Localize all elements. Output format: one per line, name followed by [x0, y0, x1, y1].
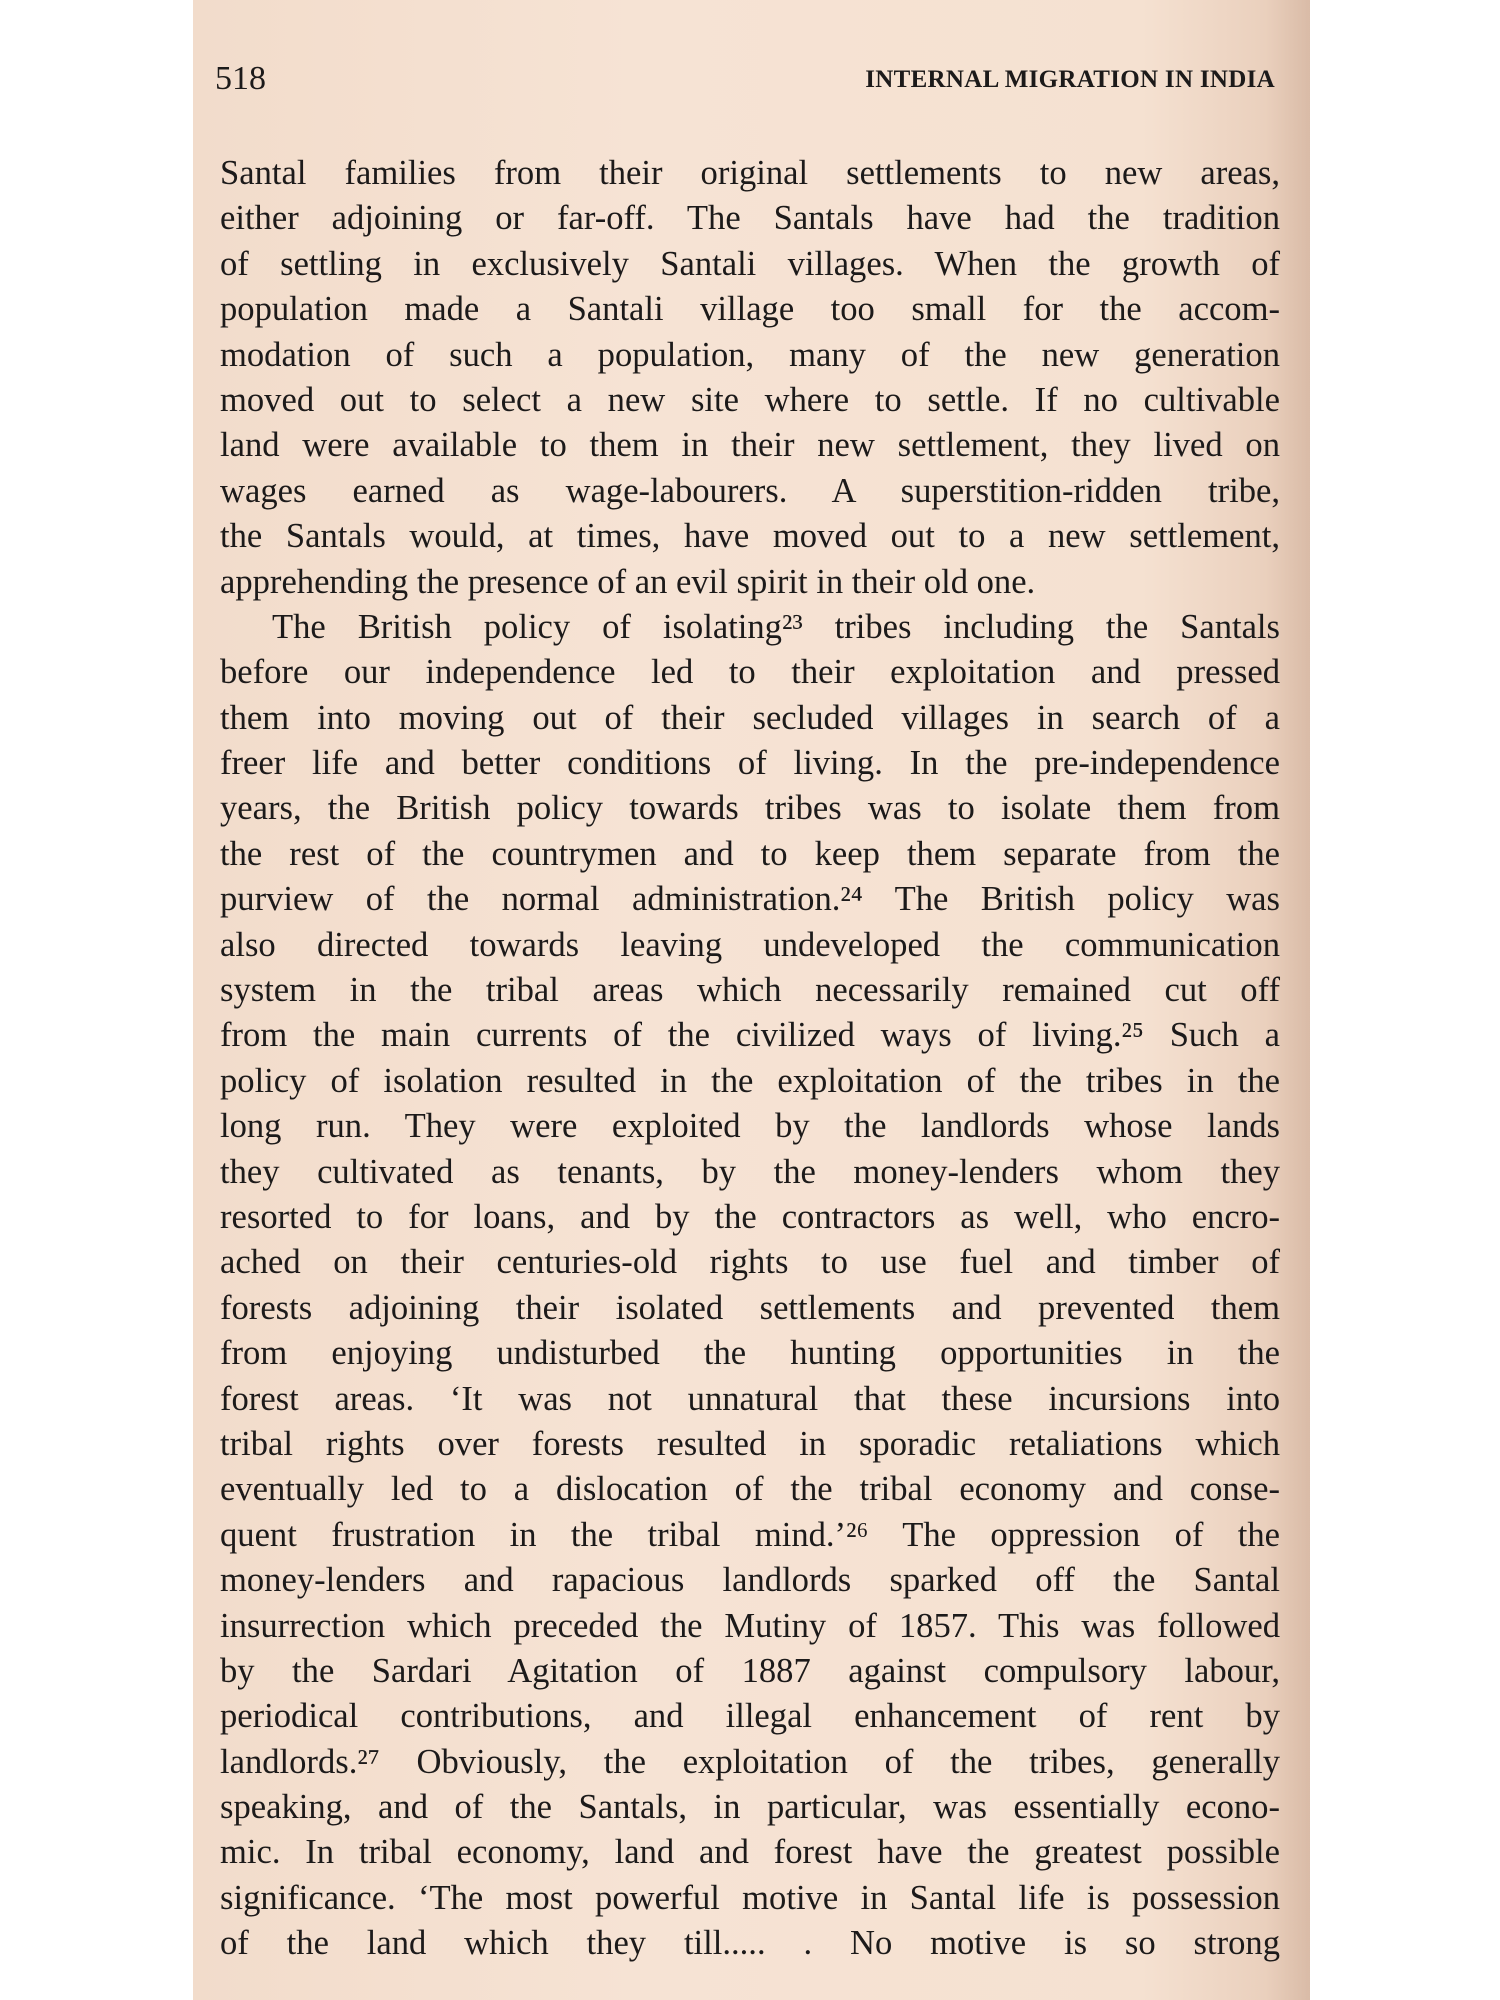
- book-page: [193, 0, 1310, 2000]
- text-line: speaking, and of the Santals, in particular, was essentially econo-: [220, 1788, 1280, 1827]
- text-line: resorted to for loans, and by the contractors as well, who encro-: [220, 1197, 1280, 1236]
- text-line: system in the tribal areas which necessarily remained cut off: [220, 971, 1280, 1010]
- text-line: before our independence led to their exploitation and pressed: [220, 653, 1280, 692]
- page-number: 518: [215, 60, 266, 97]
- text-line: the Santals would, at times, have moved out to a new settlement,: [220, 517, 1280, 556]
- text-line: population made a Santali village too small for the accom-: [220, 290, 1280, 329]
- text-line: long run. They were exploited by the landlords whose lands: [220, 1107, 1280, 1146]
- text-line: forests adjoining their isolated settlements and prevented them: [220, 1288, 1280, 1327]
- text-line: they cultivated as tenants, by the money-lenders whom they: [220, 1152, 1280, 1191]
- text-line: policy of isolation resulted in the exploitation of the tribes in the: [220, 1061, 1280, 1100]
- paragraph-start-line: The British policy of isolating²³ tribes including the Santals: [272, 607, 1280, 646]
- paragraph-end-line: apprehending the presence of an evil spirit in their old one.: [220, 562, 1036, 601]
- text-line: forest areas. ‘It was not unnatural that these incursions into: [220, 1379, 1280, 1418]
- text-line: money-lenders and rapacious landlords sparked off the Santal: [220, 1561, 1280, 1600]
- text-line: significance. ‘The most powerful motive in Santal life is possession: [220, 1878, 1280, 1917]
- text-line: them into moving out of their secluded villages in search of a: [220, 698, 1280, 737]
- text-line: periodical contributions, and illegal enhancement of rent by: [220, 1697, 1280, 1736]
- text-line: moved out to select a new site where to settle. If no cultivable: [220, 380, 1280, 419]
- text-line: insurrection which preceded the Mutiny of 1857. This was followed: [220, 1606, 1280, 1645]
- text-line: from enjoying undisturbed the hunting opportunities in the: [220, 1334, 1280, 1373]
- text-line: from the main currents of the civilized ways of living.²⁵ Such a: [220, 1016, 1280, 1055]
- text-line: mic. In tribal economy, land and forest have the greatest possible: [220, 1833, 1280, 1872]
- text-line: Santal families from their original settlements to new areas,: [220, 154, 1280, 192]
- text-line: ached on their centuries-old rights to use fuel and timber of: [220, 1243, 1280, 1282]
- body-text: [220, 151, 1280, 1967]
- text-line: by the Sardari Agitation of 1887 against compulsory labour,: [220, 1651, 1280, 1690]
- text-line: eventually led to a dislocation of the tribal economy and conse-: [220, 1470, 1280, 1509]
- text-line: modation of such a population, many of the new generation: [220, 335, 1280, 374]
- text-line: either adjoining or far-off. The Santals have had the tradition: [220, 199, 1280, 238]
- text-line: tribal rights over forests resulted in sporadic retaliations which: [220, 1424, 1280, 1463]
- text-line: land were available to them in their new settlement, they lived on: [220, 426, 1280, 465]
- text-line: of the land which they till..... . No motive is so strong: [220, 1924, 1280, 1963]
- text-line: of settling in exclusively Santali villages. When the growth of: [220, 244, 1280, 283]
- text-line: purview of the normal administration.²⁴ The British policy was: [220, 880, 1280, 919]
- text-line: wages earned as wage-labourers. A superstition-ridden tribe,: [220, 471, 1280, 510]
- text-line: quent frustration in the tribal mind.’²⁶ The oppression of the: [220, 1515, 1280, 1554]
- text-line: years, the British policy towards tribes was to isolate them from: [220, 789, 1280, 828]
- text-line: freer life and better conditions of living. In the pre-independence: [220, 744, 1280, 783]
- text-line: the rest of the countrymen and to keep them separate from the: [220, 834, 1280, 873]
- running-title: INTERNAL MIGRATION IN INDIA: [865, 66, 1275, 93]
- text-line: landlords.²⁷ Obviously, the exploitation of the tribes, generally: [220, 1742, 1280, 1781]
- text-line: also directed towards leaving undeveloped the communication: [220, 925, 1280, 964]
- page-header: [215, 60, 1275, 110]
